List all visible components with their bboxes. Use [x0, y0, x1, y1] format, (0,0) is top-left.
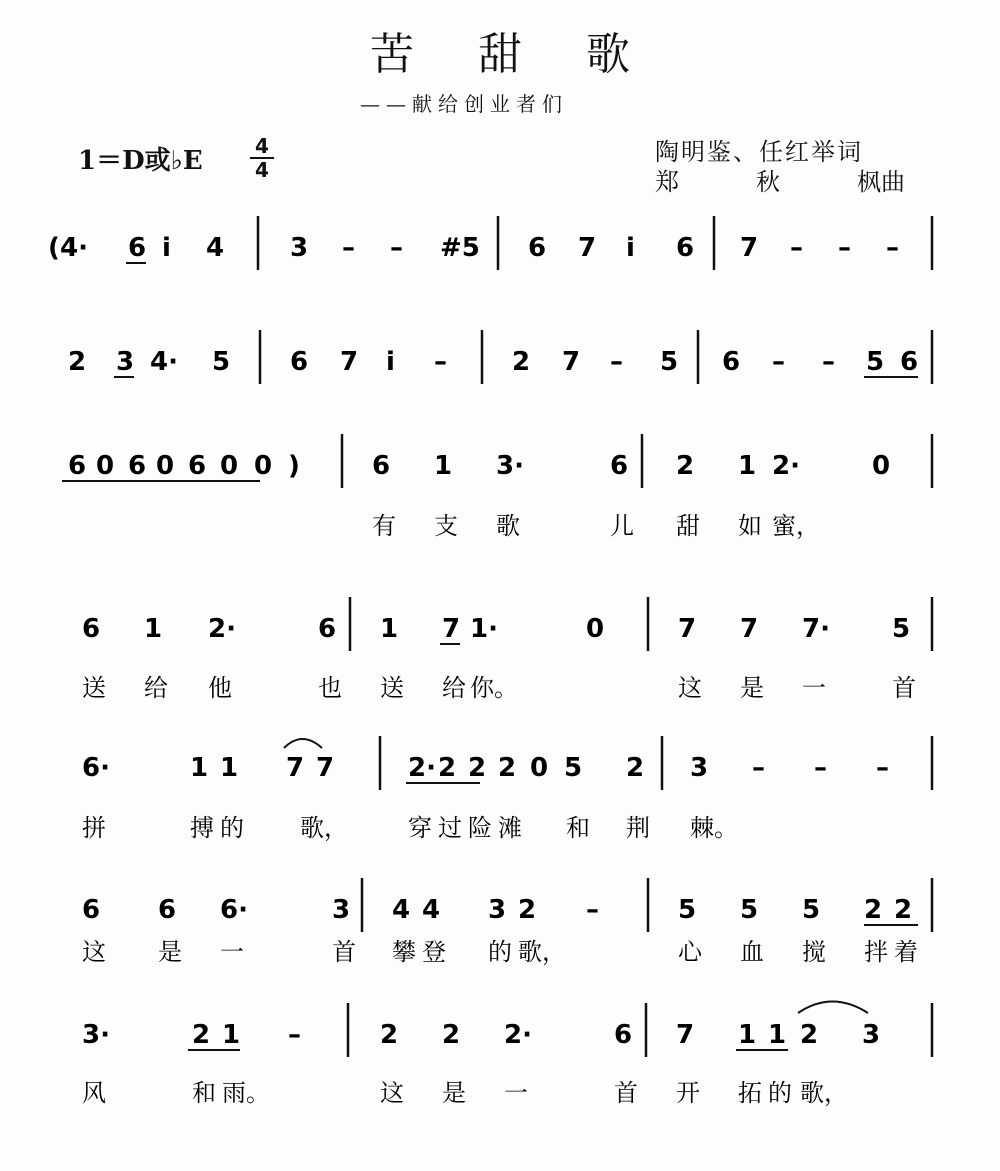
note: 6 — [128, 451, 147, 481]
lyric: 棘。 — [690, 814, 738, 842]
lyric: 你。 — [470, 674, 518, 702]
note: – — [586, 895, 599, 925]
note: – — [886, 233, 899, 263]
note: 7 — [678, 614, 697, 644]
lyric: 和 — [566, 814, 590, 842]
note: 6 — [82, 614, 101, 644]
note: – — [434, 347, 447, 377]
note: 5 — [564, 753, 583, 783]
note: 4 — [392, 895, 411, 925]
lyric: 送 — [380, 674, 404, 702]
slur — [798, 1002, 868, 1014]
note: 2 — [380, 1020, 399, 1050]
note: 0 — [220, 451, 239, 481]
lyric: 心 — [678, 938, 702, 966]
note: 3 — [690, 753, 709, 783]
note: 7 — [316, 753, 335, 783]
note: 7 — [340, 347, 359, 377]
lyric: 给 — [144, 674, 168, 702]
note: 2 — [518, 895, 537, 925]
note: 2· — [772, 451, 800, 481]
lyric: 给 — [442, 674, 466, 702]
note: 5 — [866, 347, 885, 377]
note: 1 — [738, 1020, 757, 1050]
lyric: 的 — [768, 1079, 792, 1107]
note: 7 — [578, 233, 597, 263]
lyric: 甜 — [676, 512, 700, 540]
note: 4· — [60, 233, 88, 263]
note: 6 — [610, 451, 629, 481]
lyric: 是 — [158, 938, 182, 966]
note: 7 — [740, 614, 759, 644]
note: 2· — [208, 614, 236, 644]
lyric: 拌 — [864, 938, 888, 966]
note: 2· — [408, 753, 436, 783]
note: 7 — [286, 753, 305, 783]
note: – — [814, 753, 827, 783]
lyric: 是 — [442, 1079, 466, 1107]
lyric: 有 — [372, 512, 396, 540]
note: 2 — [442, 1020, 461, 1050]
lyric: 拼 — [82, 814, 106, 842]
song-subtitle: ——献给创业者们 — [360, 92, 568, 116]
lyric: 歌， — [800, 1079, 848, 1107]
lyric: 荆 — [626, 814, 650, 842]
note: 2 — [894, 895, 913, 925]
lyric: 滩 — [498, 814, 522, 842]
lyric: 穿 — [408, 814, 432, 842]
note: 0 — [96, 451, 115, 481]
lyric: 搅 — [802, 938, 826, 966]
lyric: 首 — [332, 938, 356, 966]
note: 6· — [220, 895, 248, 925]
lyric: 血 — [740, 938, 764, 966]
note: 2 — [676, 451, 695, 481]
note: 2 — [192, 1020, 211, 1050]
lyric: 是 — [740, 674, 764, 702]
note: 7· — [802, 614, 830, 644]
lyric: 一 — [220, 938, 244, 966]
note: 4· — [150, 347, 178, 377]
lyric: 登 — [422, 938, 446, 966]
note: 1 — [434, 451, 453, 481]
note: – — [342, 233, 355, 263]
lyric: 风 — [82, 1079, 106, 1107]
note: – — [790, 233, 803, 263]
song-title: 苦甜歌 — [370, 29, 694, 80]
lyric: 首 — [892, 674, 916, 702]
lyric: 和 — [192, 1079, 216, 1107]
lyricist-credit: 陶明鉴、任红举词 — [655, 138, 863, 166]
note: 6· — [82, 753, 110, 783]
lyric: 也 — [318, 674, 342, 702]
lyric: 的 — [220, 814, 244, 842]
key-signature: 1＝D或♭E — [78, 146, 203, 176]
note: 2 — [498, 753, 517, 783]
note: 1 — [222, 1020, 241, 1050]
note: 6 — [676, 233, 695, 263]
lyric: 攀 — [392, 938, 416, 966]
note: 6 — [318, 614, 337, 644]
note: 2· — [504, 1020, 532, 1050]
lyric: 他 — [208, 674, 232, 702]
note: 3 — [290, 233, 309, 263]
note: 6 — [68, 451, 87, 481]
note: 2 — [512, 347, 531, 377]
note: 6 — [128, 233, 147, 263]
note: 3 — [488, 895, 507, 925]
note: 5 — [740, 895, 759, 925]
note: 1· — [470, 614, 498, 644]
note: 1 — [768, 1020, 787, 1050]
lyric: 雨。 — [222, 1079, 270, 1107]
note: 5 — [802, 895, 821, 925]
lyric: 这 — [678, 674, 702, 702]
lyric: 首 — [614, 1079, 638, 1107]
note: ) — [288, 451, 300, 481]
composer-name-2: 秋 — [756, 168, 780, 196]
note: 5 — [212, 347, 231, 377]
note: 3· — [82, 1020, 110, 1050]
note: 7 — [442, 614, 461, 644]
note: 1 — [380, 614, 399, 644]
note: 6 — [722, 347, 741, 377]
note: – — [390, 233, 403, 263]
note: 0 — [254, 451, 273, 481]
note: – — [876, 753, 889, 783]
slur — [284, 739, 322, 748]
note: 6 — [82, 895, 101, 925]
note: 0 — [156, 451, 175, 481]
note: i — [162, 233, 171, 263]
lyric: 一 — [802, 674, 826, 702]
note: i — [386, 347, 395, 377]
note: 3 — [332, 895, 351, 925]
note: 7 — [676, 1020, 695, 1050]
lyric: 歌， — [300, 814, 348, 842]
note: 6 — [188, 451, 207, 481]
lyric: 送 — [82, 674, 106, 702]
composer-name-3: 枫曲 — [857, 168, 905, 196]
note: 6 — [528, 233, 547, 263]
note: 6 — [158, 895, 177, 925]
composer-name-1: 郑 — [655, 168, 679, 196]
note: 0 — [872, 451, 891, 481]
note: 1 — [144, 614, 163, 644]
note: – — [822, 347, 835, 377]
note: 1 — [190, 753, 209, 783]
lyric: 着 — [894, 938, 918, 966]
note: 5 — [678, 895, 697, 925]
note: 2 — [468, 753, 487, 783]
note: 4 — [206, 233, 225, 263]
note: 5 — [892, 614, 911, 644]
note: 1 — [220, 753, 239, 783]
lyric: 险 — [468, 814, 492, 842]
note: 3 — [116, 347, 135, 377]
lyric: 搏 — [190, 814, 214, 842]
time-signature-bottom: 4 — [255, 158, 269, 182]
note: 2 — [438, 753, 457, 783]
lyric: 拓 — [738, 1079, 762, 1107]
lyric: 的 — [488, 938, 512, 966]
lyric: 一 — [504, 1079, 528, 1107]
note: 7 — [740, 233, 759, 263]
note: #5 — [440, 233, 480, 263]
lyric: 歌 — [496, 512, 520, 540]
note: – — [838, 233, 851, 263]
note: 7 — [562, 347, 581, 377]
note: – — [610, 347, 623, 377]
note: 6 — [372, 451, 391, 481]
note: 0 — [586, 614, 605, 644]
lyric: 歌， — [518, 938, 566, 966]
lyric: 儿 — [610, 512, 634, 540]
note: 6 — [900, 347, 919, 377]
note: 3 — [862, 1020, 881, 1050]
lyric: 开 — [676, 1079, 700, 1107]
note: i — [626, 233, 635, 263]
note: 1 — [738, 451, 757, 481]
note: – — [752, 753, 765, 783]
note: 4 — [422, 895, 441, 925]
note: 3· — [496, 451, 524, 481]
note: 6 — [290, 347, 309, 377]
lyric: 过 — [438, 814, 462, 842]
lyric: 这 — [380, 1079, 404, 1107]
note: – — [772, 347, 785, 377]
note: 2 — [864, 895, 883, 925]
time-signature-top: 4 — [255, 134, 269, 158]
note: 2 — [626, 753, 645, 783]
lyric: 如 — [738, 512, 762, 540]
note: 2 — [800, 1020, 819, 1050]
note: – — [288, 1020, 301, 1050]
note: 0 — [530, 753, 549, 783]
lyric: 蜜， — [772, 512, 820, 540]
note: ( — [48, 233, 60, 263]
lyric: 这 — [82, 938, 106, 966]
note: 5 — [660, 347, 679, 377]
note: 6 — [614, 1020, 633, 1050]
note: 2 — [68, 347, 87, 377]
lyric: 支 — [434, 512, 458, 540]
